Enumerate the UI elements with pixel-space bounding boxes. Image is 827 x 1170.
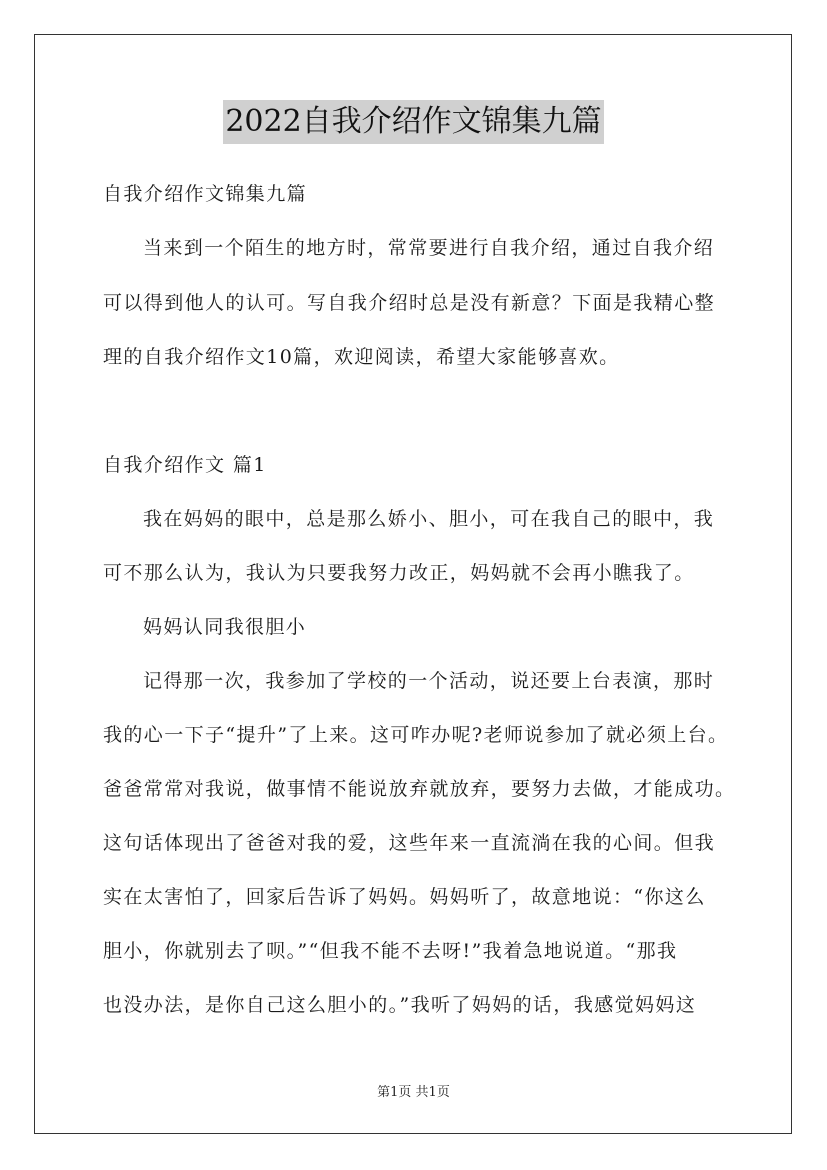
document-title: 2022自我介绍作文锦集九篇 — [223, 100, 603, 144]
para2-line-1: 记得那一次，我参加了学校的一个活动，说还要上台表演，那时 — [143, 670, 715, 692]
intro-line-1: 当来到一个陌生的地方时，常常要进行自我介绍，通过自我介绍 — [143, 237, 715, 259]
para2-line-2: 我的心一下子“提升”了上来。这可咋办呢?老师说参加了就必须上台。 — [103, 724, 729, 746]
para2-line-6: 胆小，你就别去了呗。”“但我不能不去呀!”我着急地说道。“那我 — [103, 940, 678, 962]
para2-line-3: 爸爸常常对我说，做事情不能说放弃就放弃，要努力去做，才能成功。 — [103, 778, 736, 800]
para1-line-1: 我在妈妈的眼中，总是那么娇小、胆小，可在我自己的眼中，我 — [143, 508, 715, 530]
intro-line-3: 理的自我介绍作文10篇，欢迎阅读，希望大家能够喜欢。 — [103, 346, 620, 368]
para2-line-5: 实在太害怕了，回家后告诉了妈妈。妈妈听了，故意地说：“你这么 — [103, 886, 706, 908]
subheading: 妈妈认同我很胆小 — [143, 616, 307, 638]
para2-line-4: 这句话体现出了爸爸对我的爱，这些年来一直流淌在我的心间。但我 — [103, 832, 716, 854]
page-footer: 第1页 共1页 — [377, 1085, 450, 1100]
document-subtitle: 自我介绍作文锦集九篇 — [103, 183, 308, 205]
title-container — [0, 100, 827, 144]
para1-line-2: 可不那么认为，我认为只要我努力改正，妈妈就不会再小瞧我了。 — [103, 562, 695, 584]
section-heading: 自我介绍作文 篇1 — [103, 454, 267, 476]
intro-line-2: 可以得到他人的认可。写自我介绍时总是没有新意？下面是我精心整 — [103, 292, 716, 314]
para2-line-7: 也没办法，是你自己这么胆小的。”我听了妈妈的话，我感觉妈妈这 — [103, 994, 697, 1016]
